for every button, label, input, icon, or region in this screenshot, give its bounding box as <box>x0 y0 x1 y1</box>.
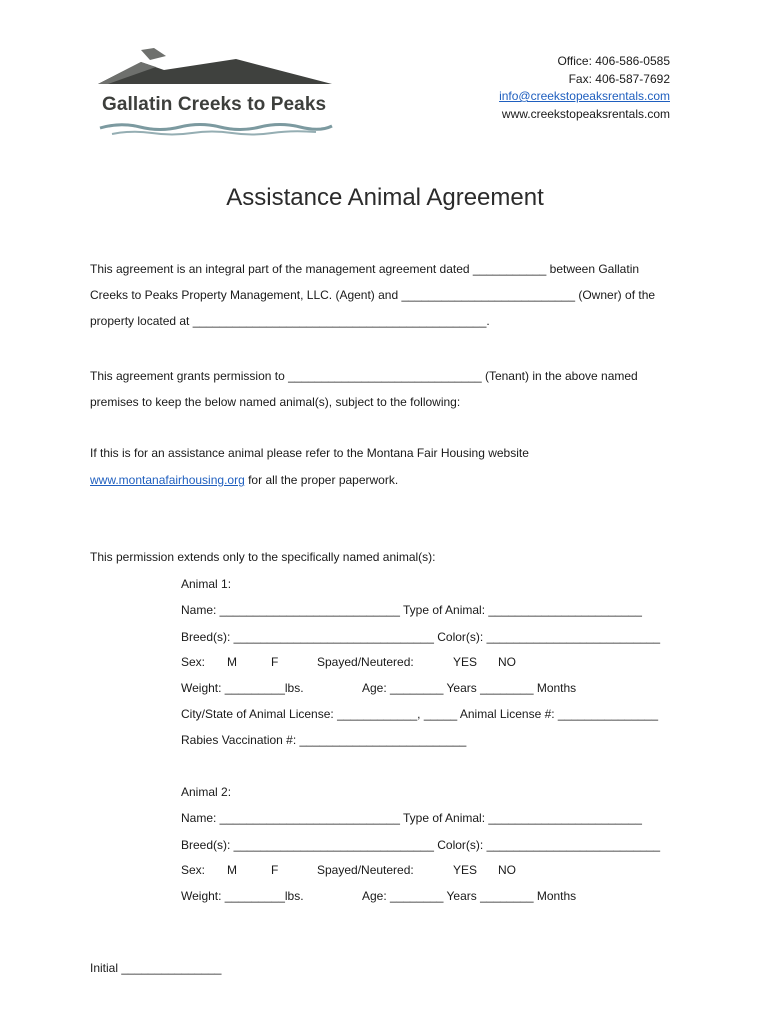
sex-male-option: M <box>227 863 237 877</box>
office-phone: Office: 406-586-0585 <box>557 54 670 68</box>
spayed-yes-option: YES <box>453 863 478 877</box>
fax-number: Fax: 406-587-7692 <box>568 71 670 86</box>
mountain-logo-icon <box>96 44 336 136</box>
animal1-rabies: Rabies Vaccination #: _________________________ <box>181 733 467 747</box>
age-field: Age: ________ Years ________ Months <box>362 889 577 903</box>
para3-after-link: for all the proper paperwork. <box>244 473 399 487</box>
fair-housing-link[interactable]: www.montanafairhousing.org <box>90 473 245 487</box>
animal1-heading: Animal 1: <box>181 577 232 591</box>
spayed-no-option: NO <box>498 863 516 877</box>
weight-field: Weight: _________lbs. <box>181 681 304 695</box>
company-name: Gallatin Creeks to Peaks <box>102 94 327 115</box>
spayed-label: Spayed/Neutered: <box>317 863 414 877</box>
spayed-label: Spayed/Neutered: <box>317 655 414 669</box>
age-field: Age: ________ Years ________ Months <box>362 681 577 695</box>
animal2-heading: Animal 2: <box>181 785 232 799</box>
animal1-breed-color: Breed(s): ______________________________ Color(s): __________________________ <box>181 630 661 644</box>
para1-line3: property located at ____________________________________________. <box>90 314 490 328</box>
animal1-license: City/State of Animal License: ____________, _____ Animal License #: _______________ <box>181 707 659 721</box>
sex-female-option: F <box>271 655 279 669</box>
initial-line: Initial _______________ <box>90 961 222 975</box>
animal2-sex-row <box>0 863 770 879</box>
para1-line1: This agreement is an integral part of the management agreement dated ___________ between Gallatin <box>90 262 640 276</box>
animal1-name-type: Name: ___________________________ Type of Animal: _______________________ <box>181 603 642 617</box>
animal2-name-type: Name: ___________________________ Type of Animal: _______________________ <box>181 811 642 825</box>
para2-line1: This agreement grants permission to _____________________________ (Tenant) in the above named <box>90 369 638 383</box>
sex-male-option: M <box>227 655 237 669</box>
permission-statement: This permission extends only to the specifically named animal(s): <box>90 550 436 564</box>
sex-label: Sex: <box>181 655 206 669</box>
animal1-sex-row <box>0 655 770 671</box>
para1-line2: Creeks to Peaks Property Management, LLC. (Agent) and __________________________ (Owner) of the <box>90 288 656 302</box>
spayed-no-option: NO <box>498 655 516 669</box>
animal2-weight-age-row <box>0 889 770 905</box>
email-link[interactable]: info@creekstopeaksrentals.com <box>499 89 670 103</box>
para2-line2: premises to keep the below named animal(s), subject to the following: <box>90 395 461 409</box>
website-text: www.creekstopeaksrentals.com <box>501 106 670 121</box>
weight-field: Weight: _________lbs. <box>181 889 304 903</box>
para3-line2 <box>90 473 398 487</box>
company-logo <box>96 44 336 136</box>
sex-female-option: F <box>271 863 279 877</box>
spayed-yes-option: YES <box>453 655 478 669</box>
document-title: Assistance Animal Agreement <box>226 184 544 211</box>
sex-label: Sex: <box>181 863 206 877</box>
para3-line1: If this is for an assistance animal please refer to the Montana Fair Housing website <box>90 446 529 460</box>
animal2-breed-color: Breed(s): ______________________________ Color(s): __________________________ <box>181 838 661 852</box>
contact-info <box>499 53 670 123</box>
animal1-weight-age-row <box>0 681 770 697</box>
